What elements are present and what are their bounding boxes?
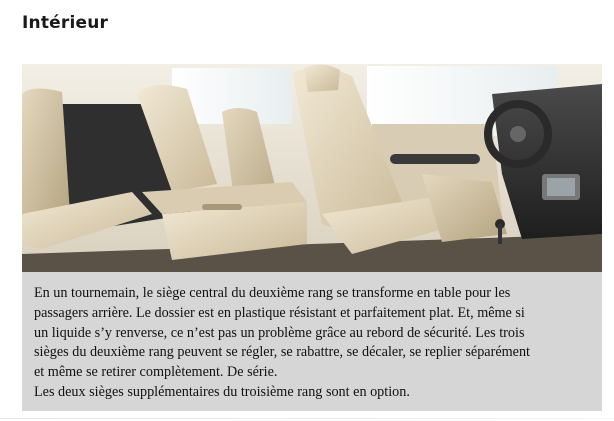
interior-photo	[22, 64, 602, 272]
bottom-divider	[0, 418, 614, 419]
caption-line: En un tournemain, le siège central du deuxième rang se transforme en table pour les	[34, 285, 511, 301]
caption-line: sièges du deuxième rang peuvent se régler, se rabattre, se décaler, se replier séparément	[34, 344, 530, 361]
caption-line: un liquide s’y renverse, ce n’est pas un problème grâce au rebord de sécurité. Les trois	[34, 324, 525, 341]
photo-caption	[22, 272, 602, 411]
page-title: Intérieur	[22, 13, 109, 33]
caption-line: et même se retirer complètement. De série.	[34, 364, 278, 381]
caption-line: Les deux sièges supplémentaires du troisième rang sont en option.	[34, 383, 410, 400]
caption-line: passagers arrière. Le dossier est en plastique résistant et parfaitement plat. Et, même si	[34, 304, 525, 321]
